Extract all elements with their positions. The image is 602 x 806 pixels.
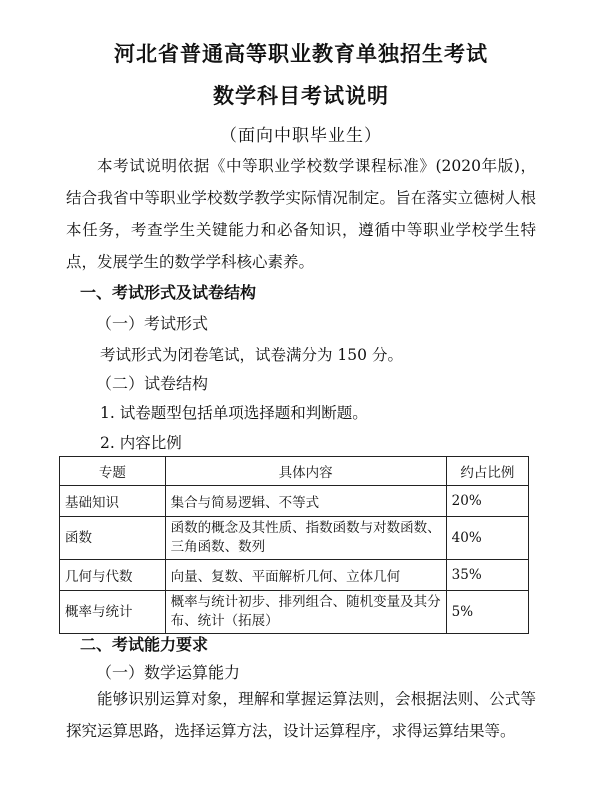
document-audience-subtitle: （面向中职毕业生）: [220, 126, 382, 146]
table-row: [60, 486, 529, 517]
table-cell-content: 函数的概念及其性质、指数函数与对数函数、三角函数、数列: [165, 517, 446, 560]
section2-sub1-paragraph: 能够识别运算对象，理解和掌握运算法则，会根据法则、公式等探究运算思路，选择运算方法，设计运算程序，求得运算结果等。: [66, 690, 536, 740]
table-row: [60, 591, 529, 634]
section1-heading: 一、考试形式及试卷结构: [80, 283, 257, 302]
table-cell-content: 集合与简易逻辑、不等式: [165, 486, 446, 517]
document-title: 河北省普通高等职业教育单独招生考试: [114, 42, 488, 66]
content-ratio-item: 2. 内容比例: [100, 434, 182, 452]
table-header-cell: 具体内容: [165, 457, 446, 486]
section2-heading: 二、考试能力要求: [80, 635, 209, 654]
table-header-cell: 约占比例: [446, 457, 528, 486]
document-subject-title: 数学科目考试说明: [213, 84, 389, 108]
table-cell-content: 向量、复数、平面解析几何、立体几何: [165, 560, 446, 591]
intro-paragraph: 本考试说明依据《中等职业学校数学课程标准》(2020年版)，结合我省中等职业学校数学教学实际情况制定。旨在落实立德树人根本任务，考查学生关键能力和必备知识，遵循中等职业学校学生特点，发展学生的数学学科核心素养。: [66, 157, 536, 271]
table-cell-topic: 几何与代数: [60, 560, 166, 591]
table-cell-ratio: 40%: [446, 517, 528, 560]
table-cell-ratio: 5%: [446, 591, 528, 634]
table-cell-ratio: 20%: [446, 486, 528, 517]
table-cell-topic: 概率与统计: [60, 591, 166, 634]
table-header-cell: 专题: [60, 457, 166, 486]
table-cell-content: 概率与统计初步、排列组合、随机变量及其分布、统计（拓展）: [165, 591, 446, 634]
table-row: [60, 560, 529, 591]
table-header-row: [60, 457, 529, 486]
section1-sub2-heading: （二）试卷结构: [96, 374, 209, 393]
content-ratio-table: [59, 456, 529, 634]
section1-sub1-text: 考试形式为闭卷笔试，试卷满分为 150 分。: [100, 346, 403, 364]
section1-sub1-heading: （一）考试形式: [96, 314, 209, 333]
question-types-item: 1. 试卷题型包括单项选择题和判断题。: [100, 404, 368, 422]
table-cell-topic: 函数: [60, 517, 166, 560]
table-cell-ratio: 35%: [446, 560, 528, 591]
section2-sub1-heading: （一）数学运算能力: [96, 663, 241, 682]
table-cell-topic: 基础知识: [60, 486, 166, 517]
table-row: [60, 517, 529, 560]
